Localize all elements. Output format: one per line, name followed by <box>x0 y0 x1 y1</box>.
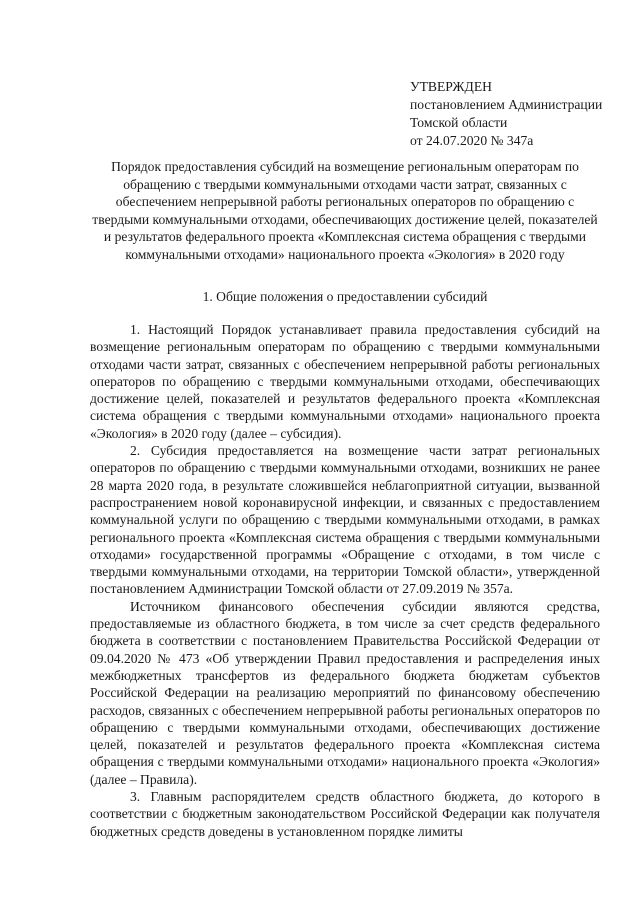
paragraph: 3. Главным распорядителем средств областного бюджета, до которого в соответствии с бюджетным законодательством Российской Федерации как получателя бюджетных средств доведены в установленном порядке лимиты <box>90 789 600 839</box>
approval-issuer: постановлением Администрации <box>410 97 603 112</box>
approval-date-number: от 24.07.2020 № 347а <box>410 133 534 148</box>
approval-stamp <box>410 78 625 150</box>
paragraph: 2. Субсидия предоставляется на возмещение части затрат региональных операторов по обращению с твердыми коммунальными отходами, возникших не ранее 28 марта 2020 года, в результате сложившейся неблагоприятной ситуации, вызванной распространением новой коронавирусной инфекции, и связанных с предоставлением коммунальной услуги по обращению с твердыми коммунальными отходами, в рамках регионального проекта «Комплексная система обращения с твердыми коммунальными отходами» государственной программы «Обращение с отходами, в том числе с твердыми коммунальными отходами, на территории Томской области», утвержденной постановлением Администрации Томской области от 27.09.2019 № 357а. <box>90 443 600 597</box>
section-heading: 1. Общие положения о предоставлении субсидий <box>202 289 488 304</box>
paragraph: 1. Настоящий Порядок устанавливает правила предоставления субсидий на возмещение региональным операторам по обращению с твердыми коммунальными отходами части затрат, связанных с обеспечением непрерывной работы региональных операторов по обращению с твердыми коммунальными отходами, обеспечивающих достижение целей, показателей и результатов федерального проекта «Комплексная система обращения с твердыми коммунальными отходами» национального проекта «Экология» в 2020 году (далее – субсидия). <box>90 322 600 441</box>
document-title: Порядок предоставления субсидий на возмещение региональным операторам по обращению с твердыми коммунальными отходами части затрат, связанных с обеспечением непрерывной работы региональных операторов по обращению с твердыми коммунальными отходами, обеспечивающих достижение целей, показателей и результатов федерального проекта «Комплексная система обращения с твердыми коммунальными отходами» национального проекта «Экология» в 2020 году <box>92 159 598 262</box>
paragraph: Источником финансового обеспечения субсидии являются средства, предоставляемые из областного бюджета, в том числе за счет средств федерального бюджета в соответствии с постановлением Правительства Российской Федерации от 09.04.2020 № 473 «Об утверждении Правил предоставления и распределения иных межбюджетных трансфертов из федерального бюджета бюджетам субъектов Российской Федерации на реализацию мероприятий по финансовому обеспечению расходов, связанных с обеспечением непрерывной работы региональных операторов по обращению с твердыми коммунальными отходами, обеспечивающих достижение целей, показателей и результатов федерального проекта «Комплексная система обращения с твердыми коммунальными отходами» национального проекта «Экология» (далее – Правила). <box>90 598 600 787</box>
approval-region: Томской области <box>410 115 508 130</box>
approval-status: УТВЕРЖДЕН <box>410 79 492 94</box>
document-body <box>90 321 600 840</box>
